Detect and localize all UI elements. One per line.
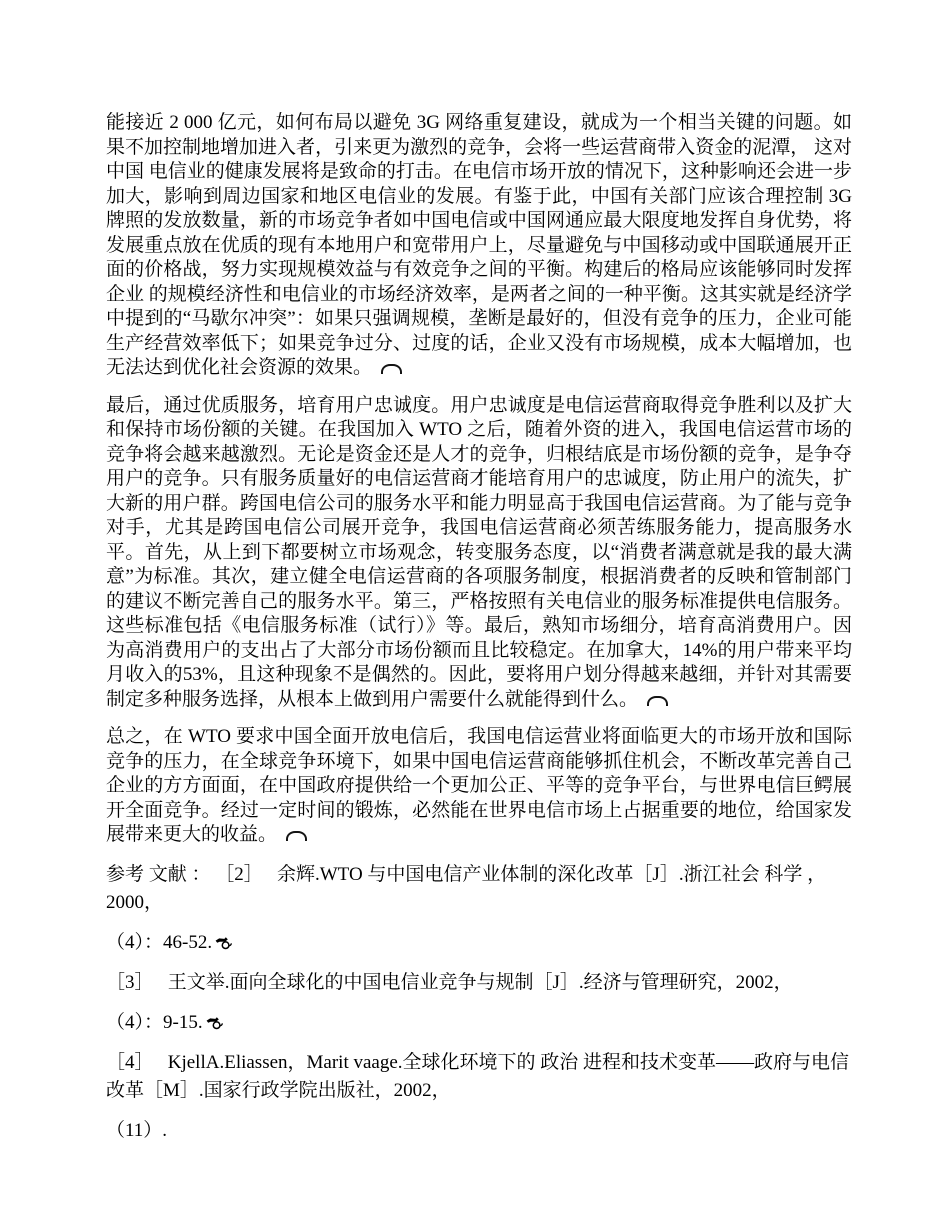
reference-4-text: ［4］ KjellA.Eliassen，Marit vaage.全球化环境下的 政治 进程和技术变革——政府与电信改革［M］.国家行政学院出版社，2002， [106,1051,850,1101]
references-heading-and-ref-2 [106,861,852,917]
reference-4-pages-text: （11）. [106,1119,168,1141]
return-scooter-icon [215,936,233,950]
paragraph-return-arc-icon [647,696,668,706]
paragraph-return-arc-icon [381,364,402,374]
body-paragraph-1 [106,111,857,381]
body-paragraph-3 [106,725,852,848]
document-page [106,111,857,1157]
body-paragraph-3-text: 总之，在 WTO 要求中国全面开放电信后，我国电信运营业将面临更大的市场开放和国际竞争的压力，在全球竞争环境下，如果中国电信运营商能够抓住机会，不断改革完善自己企业的方方面面，在中国政府提供给一个更加公正、平等的竞争平台，与世界电信巨鳄展开全面竞争。经过一定时间的锻炼，必然能在世界电信市场上占据重要的地位，给国家发展带来更大的收益。 [106,726,852,845]
body-paragraph-1-text: 能接近 2 000 亿元，如何布局以避免 3G 网络重复建设，就成为一个相当关键的问题。如果不加控制地增加进入者，引来更为激烈的竞争，会将一些运营商带入资金的泥潭， 这对 中国 电信业的健康发展将是致命的打击。在电信市场开放的情况下，这种影响还会进一步加大，影响到周边国家和地区电信业的发展。有鉴于此，中国有关部门应该合理控制 3G 牌照的发放数量，新的市场竞争者如中国电信或中国网通应最大限度地发挥自身优势，将发展重点放在优质的现有本地用户和宽带用户上，尽量避免与中国移动或中国联通展开正面的价格战，努力实现规模效益与有效竞争之间的平衡。构建后的格局应该能够同时发挥 企业 的规模经济性和电信业的市场经济效率，是两者之间的一种平衡。这其实就是经济学中提到的“马歇尔冲突”：如果只强调规模，垄断是最好的，但没有竞争的压力，企业可能生产经营效率低下；如果竞争过分、过度的话，企业又没有市场规模，成本大幅增加，也无法达到优化社会资源的效果。 [106,112,857,378]
reference-3 [106,969,852,997]
return-scooter-icon [206,1016,224,1030]
body-paragraph-2 [106,394,852,713]
reference-2-text: 参考 文献 ： ［2］ 余辉.WTO 与中国电信产业体制的深化改革［J］.浙江社会 科学 ，2000， [106,863,827,913]
paragraph-return-arc-icon [286,831,307,841]
reference-3-pages-text: （4）：9-15. [106,1011,203,1033]
reference-4-pages [106,1117,852,1145]
reference-3-text: ［3］ 王文举.面向全球化的中国电信业竞争与规制［J］.经济与管理研究，2002， [106,971,793,993]
reference-2-pages [106,929,852,957]
reference-4 [106,1049,852,1105]
body-paragraph-2-text: 最后，通过优质服务，培育用户忠诚度。用户忠诚度是电信运营商取得竞争胜利以及扩大和保持市场份额的关键。在我国加入 WTO 之后，随着外资的进入，我国电信运营市场的竞争将会越来越激烈。无论是资金还是人才的竞争，归根结底是市场份额的竞争，是争夺用户的竞争。只有服务质量好的电信运营商才能培育用户的忠诚度，防止用户的流失，扩大新的用户群。跨国电信公司的服务水平和能力明显高于我国电信运营商。为了能与竞争对手，尤其是跨国电信公司展开竞争，我国电信运营商必须苦练服务能力，提高服务水平。首先，从上到下都要树立市场观念，转变服务态度，以“消费者满意就是我的最大满意”为标准。其次，建立健全电信运营商的各项服务制度，根据消费者的反映和管制部门的建议不断完善自己的服务水平。第三，严格按照有关电信业的服务标准提供电信服务。这些标准包括《电信服务标准（试行）》等。最后，熟知市场细分，培育高消费用户。因为高消费用户的支出占了大部分市场份额而且比较稳定。在加拿大，14%的用户带来平均月收入的53%，且这种现象不是偶然的。因此，要将用户划分得越来越细，并针对其需要制定多种服务选择，从根本上做到用户需要什么就能得到什么。 [106,394,852,710]
reference-2-pages-text: （4）：46-52. [106,931,213,953]
reference-3-pages [106,1009,852,1037]
